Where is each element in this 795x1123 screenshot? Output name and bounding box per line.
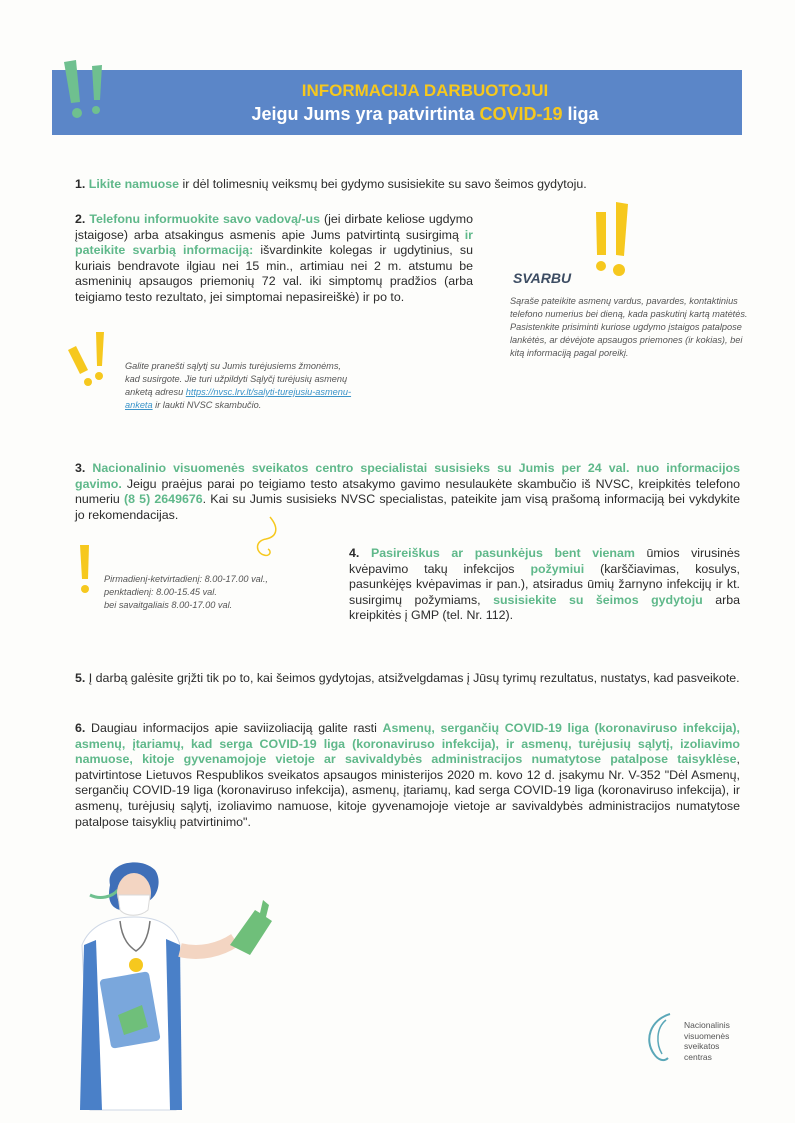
section-3: 3. Nacionalinio visuomenės sveikatos centro specialistai susisieks su Jumis per 24 val. nuo informacijos gavimo. Jeigu praėjus parai po teigiamo testo atsakymo gavimo nesulaukėte skambučio iš NVSC, kreipkitės telefono numeriu (8 5) 2649676. Kai su Jumis susisieks NVSC specialistas, pateikite jam visą prašomą informaciją bei vykdykite jo rekomendacijas. <box>75 461 740 522</box>
nvsc-logo-text: Nacionalinis visuomenės sveikatos centras <box>684 1020 730 1062</box>
exclamation-icon <box>586 200 646 290</box>
health-worker-illustration <box>50 855 280 1115</box>
exclamation-icon <box>64 330 114 390</box>
nvsc-logo-icon <box>640 1010 680 1065</box>
section-4: 4. Pasireiškus ar pasunkėjus bent vienam ūmios virusinės kvėpavimo takų infekcijos požymiui (karščiavimas, kosulys, pasunkėjęs kvėpavimas ir pan.), atsiradus ūmių žarnyno infekcijų ir kt. susirgimų požymiams, susisiekite su šeimos gydytoju arba kreipkitės į GMP (tel. Nr. 112). <box>349 546 741 623</box>
questionnaire-link[interactable]: https://nvsc.lrv.lt/salyti-turejusiu-asmenu-anketa <box>125 387 352 410</box>
exclamation-icon <box>58 58 128 128</box>
header-subtitle: Jeigu Jums yra patvirtinta COVID-19 liga <box>251 104 599 124</box>
contact-note: Galite pranešti sąlytį su Jumis turėjusiems žmonėms, kad susirgote. Jie turi užpildyti Sąlyčį turėjusių asmenų anketą adresu https://nvsc.lrv.lt/salyti-turejusiu-asmenu-anketa ir laukti NVSC skambučio. <box>125 361 352 410</box>
section-2: 2. Telefonu informuokite savo vadovą/-us (jei dirbate keliose ugdymo įstaigose) arba atsakingus asmenis apie Jums patvirtintą susirgimą ir pateikite svarbią informaciją: išvardinkite kolegas ir ugdytinius, su kuriais bendravote ilgiau nei 15 min., artimiau nei 2 m. atstumu be asmeninių apsaugos priemonių 72 val. iki simptomų pradžios (arba teigiamo testo rezultato, jei simptomai nepasireiškė) ir po to. <box>75 212 473 304</box>
header-banner <box>52 70 742 135</box>
important-note: Sąraše pateikite asmenų vardus, pavardes, kontaktinius telefono numerius bei dieną, kada paskutinį kartą matėtės. Pasistenkite prisiminti kuriose ugdymo įstaigos patalpose lankėtės, ar dėvėjote apsaugos priemones (ir kokias), bei kitą informaciją pagal poreikį. <box>510 296 748 358</box>
header-title: INFORMACIJA DARBUOTOJUI <box>301 81 549 100</box>
important-title: SVARBU <box>513 270 572 286</box>
section-5: 5. Į darbą galėsite grįžti tik po to, kai šeimos gydytojas, atsižvelgdamas į Jūsų tyrimų rezultatus, nustatys, kad pasveikote. <box>75 671 740 685</box>
section-6: 6. Daugiau informacijos apie saviizoliaciją galite rasti Asmenų, sergančių COVID-19 liga (koronaviruso infekcija), asmenų, įtariamų, kad serga COVID-19 liga (koronaviruso infekcija), ir asmenų, turėjusių sąlytį, izoliavimo namuose, kitoje gyvenamojoje vietoje ar savivaldybės administracijos numatytose patalpose taisyklėse, patvirtintose Lietuvos Respublikos sveikatos apsaugos ministerijos 2020 m. kovo 12 d. įsakymu Nr. V-352 "Dėl Asmenų, sergančių COVID-19 liga (koronaviruso infekcija), asmenų, įtariamų, kad serga COVID-19 liga (koronaviruso infekcija), ir asmenų, turėjusių sąlytį, izoliavimo namuose, kitoje gyvenamojoje vietoje ar savivaldybės administracijos numatytose patalpose taisyklių patvirtinimo". <box>75 721 740 829</box>
decorative-swirl <box>240 515 290 560</box>
working-hours: Pirmadienį-ketvirtadienį: 8.00-17.00 val., penktadienį: 8.00-15.45 val. bei savaitgaliais 8.00-17.00 val. <box>104 574 268 610</box>
exclamation-icon <box>77 543 97 603</box>
section-1: 1. Likite namuose ir dėl tolimesnių veiksmų bei gydymo susisiekite su savo šeimos gydytoju. <box>75 177 587 191</box>
